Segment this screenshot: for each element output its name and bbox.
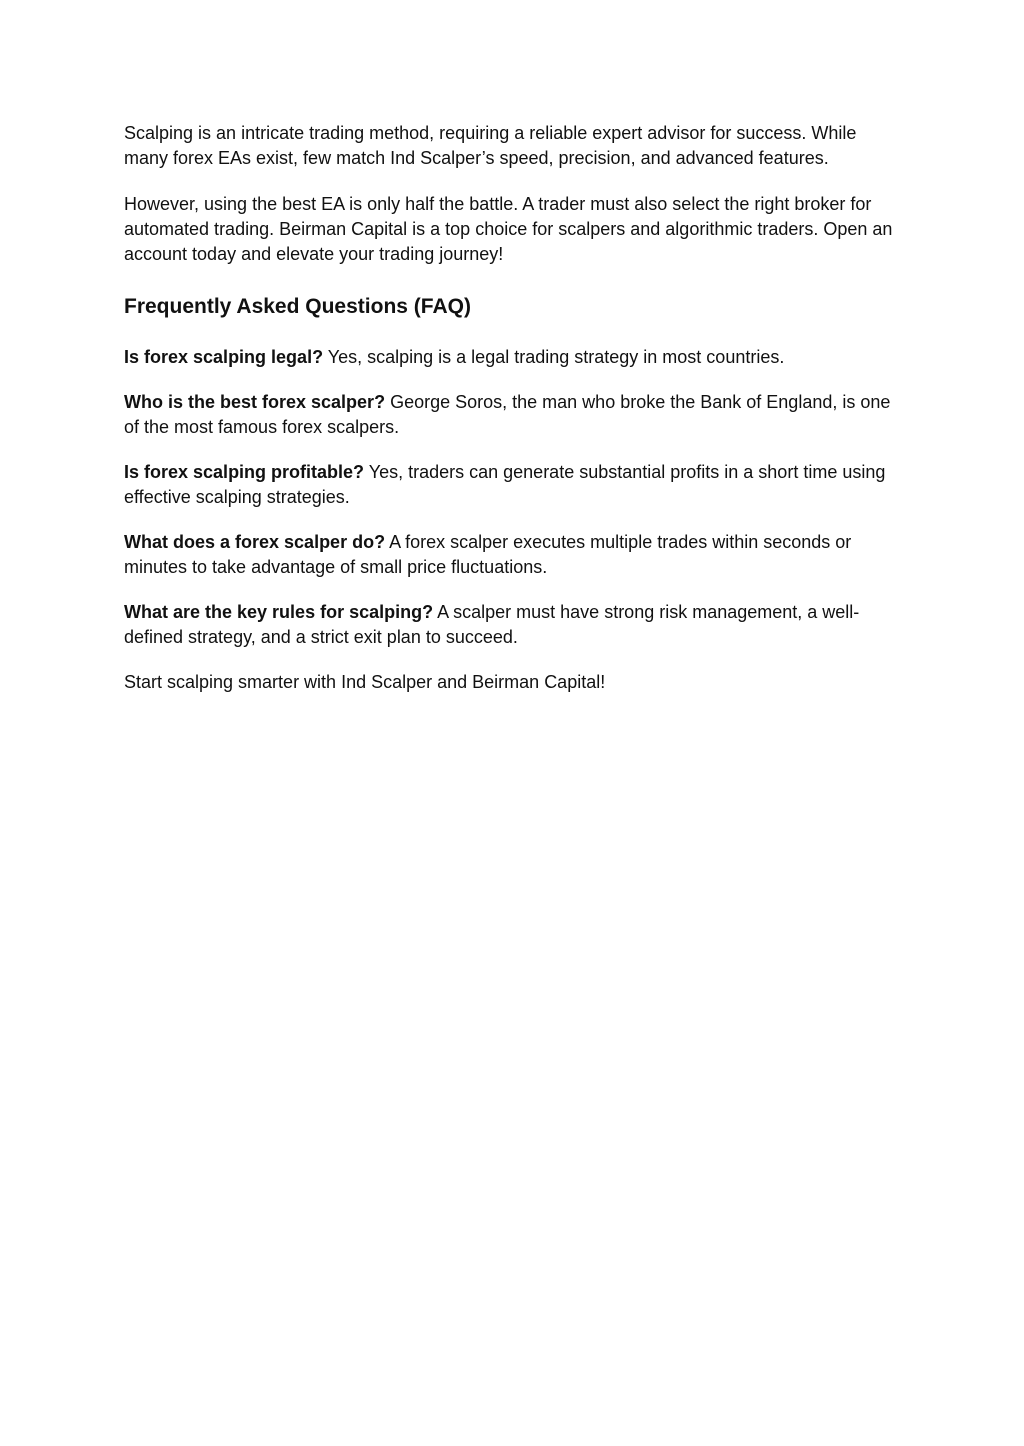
faq-item [124,390,900,440]
faq-item [124,345,900,370]
faq-question: What are the key rules for scalping? [124,602,434,622]
faq-question: Is forex scalping legal? [124,347,324,367]
faq-answer: A scalper must have strong risk management, a well-defined strategy, and a strict exit plan to succeed. [124,602,860,647]
faq-heading: Frequently Asked Questions (FAQ) [124,295,471,318]
faq-question: Is forex scalping profitable? [124,462,365,482]
intro-paragraph-2: However, using the best EA is only half the battle. A trader must also select the right broker for automated trading. Beirman Capital is a top choice for scalpers and algorithmic traders. Open an account today and elevate your trading journey! [124,194,893,264]
faq-answer: Yes, traders can generate substantial profits in a short time using effective scalping strategies. [124,462,886,507]
closing-line: Start scalping smarter with Ind Scalper and Beirman Capital! [124,672,606,692]
faq-question: What does a forex scalper do? [124,532,386,552]
intro-paragraph-1: Scalping is an intricate trading method, requiring a reliable expert advisor for success. While many forex EAs exist, few match Ind Scalper’s speed, precision, and advanced features. [124,123,857,168]
document-page [124,121,900,715]
faq-item [124,460,900,510]
faq-item [124,600,900,650]
faq-answer: A forex scalper executes multiple trades within seconds or minutes to take advantage of small price fluctuations. [124,532,852,577]
faq-question: Who is the best forex scalper? [124,392,386,412]
faq-item [124,530,900,580]
faq-answer: Yes, scalping is a legal trading strategy in most countries. [327,347,785,367]
faq-answer: George Soros, the man who broke the Bank of England, is one of the most famous forex scalpers. [124,392,891,437]
